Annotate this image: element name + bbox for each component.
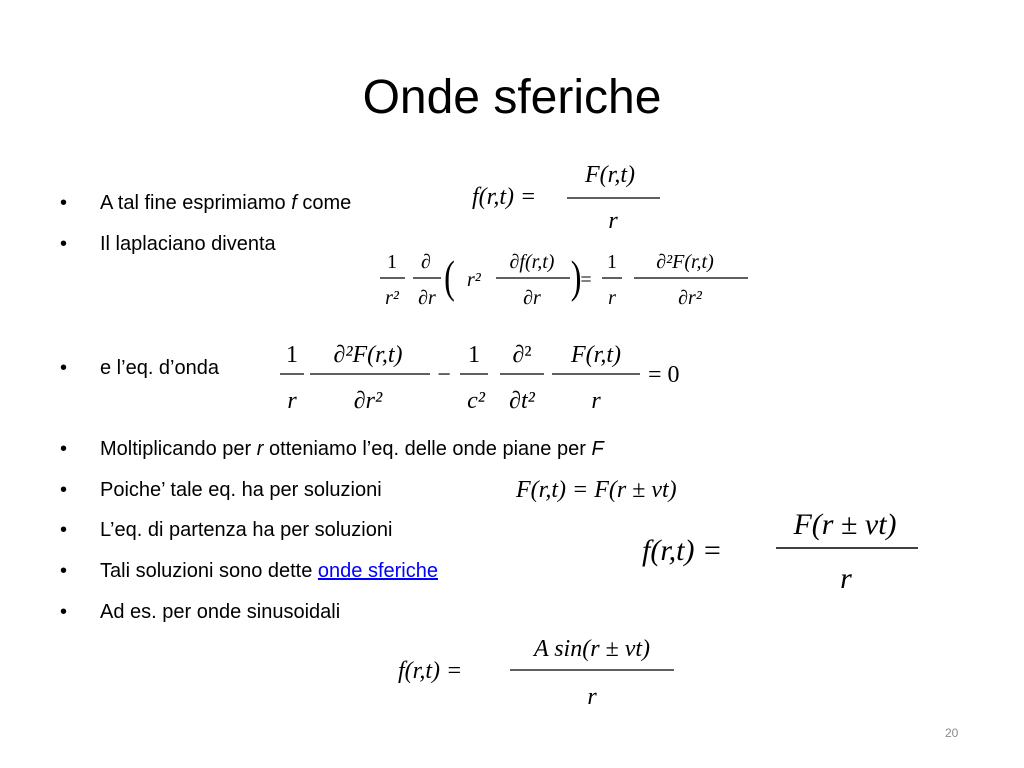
bullet-symbol: • — [60, 479, 68, 501]
bullet-symbol: • — [60, 192, 68, 214]
bullet-variable: r — [256, 438, 264, 460]
eq3-term4-den: ∂t² — [509, 388, 535, 414]
eq2-right-paren: ) — [570, 251, 582, 303]
page-number: 20 — [945, 726, 959, 740]
eq2-term1-den: r² — [385, 287, 399, 309]
bullet-text: A tal fine esprimiamo — [100, 192, 292, 214]
eq2-inner-num: ∂f(r,t) — [509, 251, 555, 273]
bullet-item — [60, 559, 438, 583]
eq2-r-squared: r² — [467, 269, 481, 291]
bullet-text: Ad es. per onde sinusoidali — [100, 601, 341, 623]
equation-laplacian — [372, 238, 762, 324]
eq2-term1-num: 1 — [387, 251, 397, 273]
eq3-rhs: = 0 — [648, 362, 680, 388]
eq2-term4-num: ∂²F(r,t) — [656, 251, 714, 273]
onde-sferiche-link[interactable]: onde sferiche — [317, 560, 438, 582]
bullet-variable: F — [591, 438, 604, 460]
eq2-term3-num: 1 — [607, 251, 617, 273]
eq5-lhs: f(r,t) = — [642, 534, 723, 567]
bullet-item — [60, 518, 392, 542]
eq3-minus: − — [437, 362, 451, 388]
bullet-text: Moltiplicando per — [100, 438, 257, 460]
eq2-term4-den: ∂r² — [678, 287, 702, 309]
bullet-symbol: • — [60, 357, 68, 379]
eq6-numerator: A sin(r ± vt) — [533, 636, 651, 662]
eq1-lhs: f(r,t) = — [472, 184, 537, 210]
equation-sinusoidal — [396, 628, 686, 714]
eq2-term3-den: r — [608, 287, 616, 309]
bullet-symbol: • — [60, 519, 68, 541]
bullet-item — [60, 478, 382, 502]
eq3-term5-num: F(r,t) — [571, 342, 621, 368]
bullet-item — [60, 191, 351, 215]
bullet-text: Tali soluzioni sono dette — [100, 560, 318, 582]
bullet-text: L’eq. di partenza ha per soluzioni — [100, 519, 393, 541]
eq5-numerator: F(r ± vt) — [793, 508, 897, 541]
bullet-symbol: • — [60, 601, 68, 623]
eq3-term5-den: r — [591, 388, 601, 414]
eq2-equals: = — [580, 269, 592, 291]
eq3-term3-den: c² — [467, 388, 485, 414]
bullet-symbol: • — [60, 438, 68, 460]
equation-f-definition — [470, 152, 670, 238]
eq2-left-paren: ( — [444, 251, 455, 303]
eq3-term2-den: ∂r² — [353, 388, 383, 414]
eq6-lhs: f(r,t) = — [398, 658, 463, 684]
eq3-term4-num: ∂² — [512, 342, 532, 368]
eq3-term1-den: r — [287, 388, 297, 414]
bullet-text: Il laplaciano diventa — [100, 233, 276, 255]
equation-wave — [276, 326, 706, 422]
equation-spherical-solutions — [640, 500, 930, 600]
eq3-term1-num: 1 — [286, 342, 298, 368]
eq4-text: F(r,t) = F(r ± vt) — [516, 477, 677, 503]
bullet-item — [60, 437, 604, 461]
eq2-inner-den: ∂r — [523, 287, 541, 309]
bullet-item — [60, 232, 276, 256]
bullet-symbol: • — [60, 233, 68, 255]
eq3-term3-num: 1 — [468, 342, 480, 368]
bullet-item — [60, 600, 340, 624]
eq1-numerator: F(r,t) — [585, 162, 635, 188]
eq3-term2-num: ∂²F(r,t) — [333, 342, 403, 368]
bullet-text: e l’eq. d’onda — [100, 357, 219, 379]
bullet-item — [60, 356, 219, 380]
eq1-denominator: r — [608, 208, 618, 234]
bullet-text-after: come — [296, 192, 352, 214]
slide-title: Onde sferiche — [362, 71, 662, 124]
eq6-denominator: r — [587, 684, 597, 710]
eq5-denominator: r — [840, 562, 852, 595]
bullet-text: Poiche’ tale eq. ha per soluzioni — [100, 479, 382, 501]
bullet-symbol: • — [60, 560, 68, 582]
eq2-term2-num: ∂ — [421, 251, 431, 273]
bullet-text-mid: otteniamo l’eq. delle onde piane per — [263, 438, 592, 460]
eq2-term2-den: ∂r — [418, 287, 436, 309]
bullet-variable: f — [291, 192, 297, 214]
